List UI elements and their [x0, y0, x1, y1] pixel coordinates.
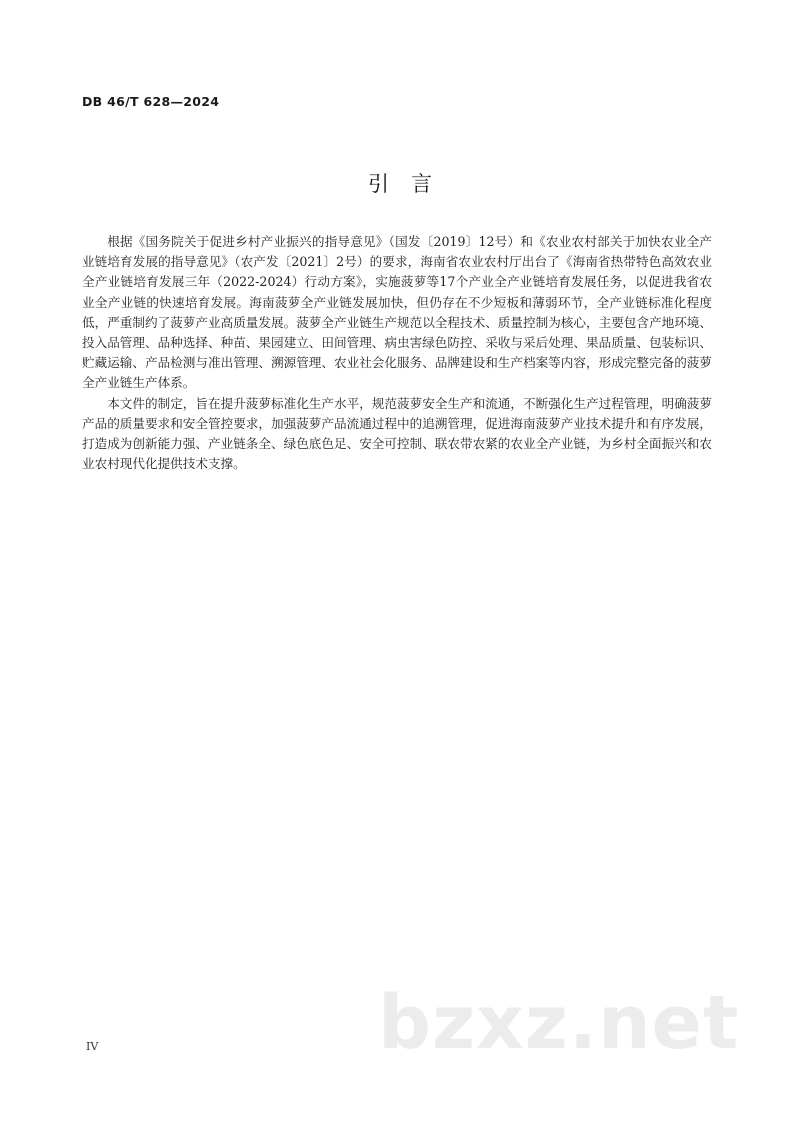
site-watermark: bzxz.net — [378, 980, 740, 1066]
introduction-body — [82, 232, 712, 474]
page-title: 引言 — [368, 172, 454, 196]
paragraph-1: 根据《国务院关于促进乡村产业振兴的指导意见》（国发〔2019〕12号）和《农业农村部关于加快农业全产业链培育发展的指导意见》（农产发〔2021〕2号）的要求，海南省农业农村厅出台了《海南省热带特色高效农业全产业链培育发展三年（2022-2024）行动方案》，实施菠萝等17个产业全产业链培育发展任务，以促进我省农业全产业链的快速培育发展。海南菠萝全产业链发展加快，但仍存在不少短板和薄弱环节，全产业链标准化程度低，严重制约了菠萝产业高质量发展。菠萝全产业链生产规范以全程技术、质量控制为核心，主要包含产地环境、投入品管理、品种选择、种苗、果园建立、田间管理、病虫害绿色防控、采收与采后处理、果品质量、包装标识、贮藏运输、产品检测与准出管理、溯源管理、农业社会化服务、品牌建设和生产档案等内容，形成完整完备的菠萝全产业链生产体系。 — [82, 234, 712, 391]
page-number: IV — [86, 1040, 99, 1053]
document-code: DB 46/T 628—2024 — [82, 94, 220, 109]
paragraph-2: 本文件的制定，旨在提升菠萝标准化生产水平，规范菠萝安全生产和流通，不断强化生产过程管理，明确菠萝产品的质量要求和安全管控要求，加强菠萝产品流通过程中的追溯管理，促进海南菠萝产业技术提升和有序发展，打造成为创新能力强、产业链条全、绿色底色足、安全可控制、联农带农紧的农业全产业链，为乡村全面振兴和农业农村现代化提供技术支撑。 — [82, 395, 712, 472]
